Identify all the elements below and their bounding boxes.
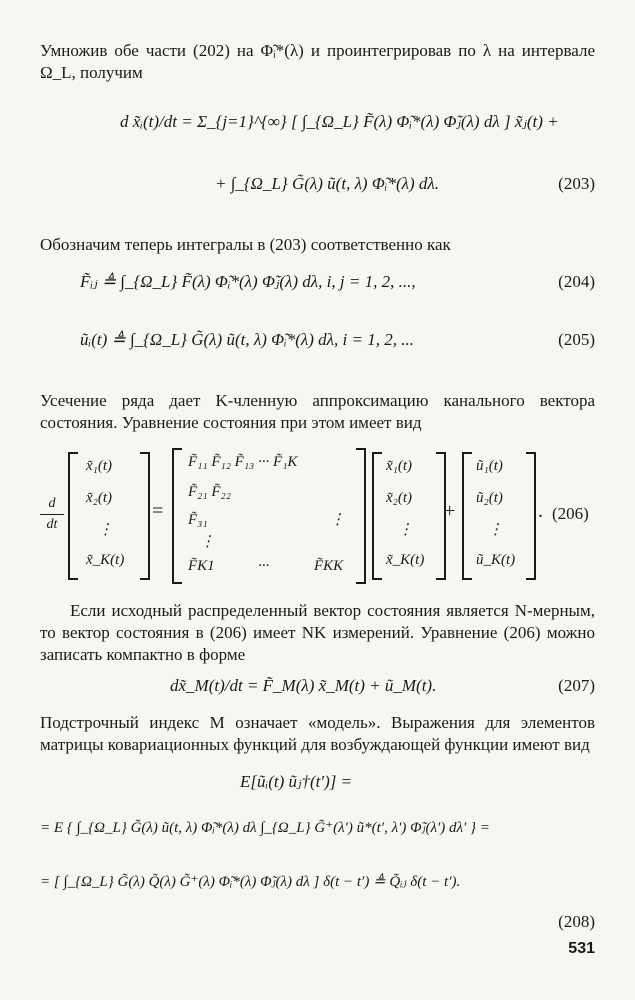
equation-number: (207): [558, 676, 595, 695]
matrix-entry: F̃KK: [314, 558, 344, 574]
frac-numerator: d: [48, 496, 56, 511]
matrix-entry: F̃K1: [188, 558, 215, 574]
x-vector-entry: x̃_K(t): [386, 552, 425, 568]
derivative-operator: [40, 496, 64, 533]
matrix-vdots: ⋮: [200, 534, 215, 550]
equation-207: [40, 676, 595, 706]
equation-number: (203): [558, 174, 595, 193]
matrix-row: F̃₃₁: [188, 512, 208, 528]
bracket-left: [462, 452, 472, 580]
frac-line: [40, 514, 64, 515]
u-vector-entry: ⋮: [488, 522, 503, 538]
x-vector-entry: x̃₂(t): [86, 490, 113, 506]
equation-text: ũᵢ(t) ≜ ∫_{Ω_L} G̃(λ) ũ(t, λ) Φ̃ᵢ*(λ) dλ, i = 1, 2, ...: [80, 330, 414, 349]
bracket-right: [526, 452, 536, 580]
equation-text: d x̃ᵢ(t)/dt = Σ_{j=1}^{∞} [ ∫_{Ω_L} F̃(λ) Φ̃ᵢ*(λ) Φ̃ⱼ(λ) dλ ] x̃ⱼ(t) +: [120, 112, 559, 131]
equation-text: dx̃_M(t)/dt = F̃_M(λ) x̃_M(t) + ũ_M(t).: [170, 676, 437, 695]
x-vector-entry: x̃₁(t): [86, 458, 113, 474]
equation-text: + ∫_{Ω_L} G̃(λ) ũ(t, λ) Φ̃ᵢ*(λ) dλ.: [215, 174, 440, 193]
paragraph-ndim: Если исходный распределенный вектор состояния является N-мерным, то вектор состояния в (206) имеет NK измерений. Уравнение (206) можно записать компактно в форме: [40, 601, 595, 664]
page-number: 531: [568, 940, 595, 957]
paragraph-model-index: Подстрочный индекс M означает «модель». Выражения для элементов матрицы ковариационных функций для возбуждающей функции имеют вид: [40, 713, 595, 754]
equation-number: (206): [552, 504, 589, 523]
equation-206: [40, 448, 595, 588]
equation-text: = E { ∫_{Ω_L} G̃(λ) ũ(t, λ) Φ̃ᵢ*(λ) dλ ∫_{Ω_L} G̃⁺(λ′) ũ*(t′, λ′) Φ̃ⱼ(λ′) dλ′ } =: [40, 820, 490, 836]
bracket-right: [356, 448, 366, 584]
equation-203-line1: [40, 112, 595, 142]
equation-208-number-line: [40, 912, 595, 942]
equation-204: [40, 272, 595, 302]
equation-208-line3: [40, 872, 595, 902]
bracket-right: [140, 452, 150, 580]
equation-number: (208): [558, 912, 595, 931]
frac-denominator: dt: [46, 517, 58, 532]
paragraph-denote: Обозначим теперь интегралы в (203) соответственно как: [40, 235, 451, 254]
u-vector-entry: ũ₁(t): [476, 458, 503, 474]
equals-sign: =: [152, 500, 164, 522]
equation-number: (205): [558, 330, 595, 349]
bracket-left: [172, 448, 182, 584]
matrix-row: F̃₁₁ F̃₁₂ F̃₁₃ ··· F̃₁K: [188, 454, 298, 470]
bracket-left: [372, 452, 382, 580]
matrix-row: F̃₂₁ F̃₂₂: [188, 484, 231, 500]
equation-208-line1: [40, 772, 595, 802]
equation-203-line2: [40, 174, 595, 204]
paragraph-truncation: Усечение ряда дает K-членную аппроксимацию канального вектора состояния. Уравнение состояния при этом имеет вид: [40, 391, 595, 432]
bracket-left: [68, 452, 78, 580]
equation-208-line2: [40, 818, 595, 848]
equation-number: (204): [558, 272, 595, 291]
matrix-hdots: ···: [258, 558, 270, 574]
equation-text: F̃ᵢⱼ ≜ ∫_{Ω_L} F̃(λ) Φ̃ᵢ*(λ) Φ̃ⱼ(λ) dλ, i, j = 1, 2, ...,: [80, 272, 416, 291]
equation-text: E[ũᵢ(t) ũⱼ†(t′)] =: [240, 772, 353, 791]
matrix-vdots: ⋮: [330, 512, 345, 528]
x-vector-entry: ⋮: [98, 522, 113, 538]
x-vector-entry: ⋮: [398, 522, 413, 538]
equation-205: [40, 330, 595, 360]
u-vector-entry: ũ₂(t): [476, 490, 503, 506]
plus-sign: +: [444, 500, 456, 522]
x-vector-entry: x̃₁(t): [386, 458, 413, 474]
x-vector-entry: x̃_K(t): [86, 552, 125, 568]
paragraph-intro: Умножив обе части (202) на Φ̃ᵢ*(λ) и проинтегрировав по λ на интервале Ω_L, получим: [40, 41, 595, 82]
equation-text: = [ ∫_{Ω_L} G̃(λ) Q̃(λ) G̃⁺(λ) Φ̃ᵢ*(λ) Φ̃ⱼ(λ) dλ ] δ(t − t′) ≜ Q̃ᵢⱼ δ(t − t′).: [40, 874, 461, 890]
x-vector-entry: x̃₂(t): [386, 490, 413, 506]
period: .: [538, 500, 543, 522]
u-vector-entry: ũ_K(t): [476, 552, 516, 568]
